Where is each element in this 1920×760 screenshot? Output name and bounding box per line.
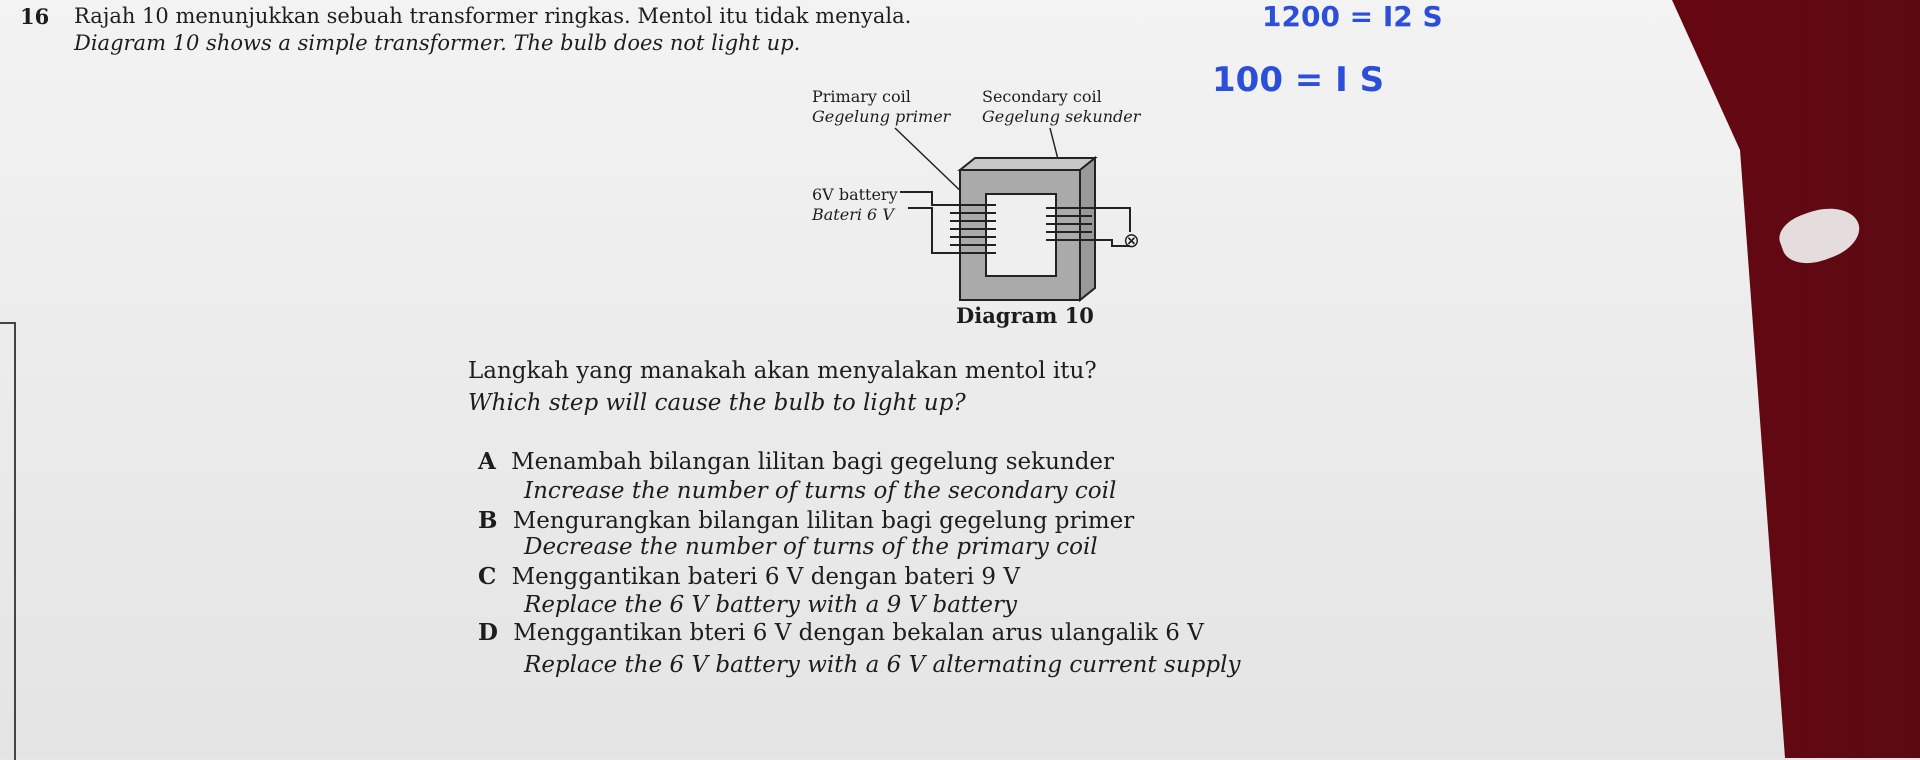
option-text-malay: Menambah bilangan lilitan bagi gegelung sekunder bbox=[511, 449, 1115, 475]
primary-circuit-wire bbox=[915, 192, 950, 253]
battery-label-malay: Bateri 6 V bbox=[812, 205, 894, 224]
option-c-english: Replace the 6 V battery with a 9 V battery bbox=[524, 592, 1018, 618]
option-a-english: Increase the number of turns of the secondary coil bbox=[524, 478, 1117, 504]
option-text-malay: Menggantikan bteri 6 V dengan bekalan arus ulangalik 6 V bbox=[513, 620, 1204, 646]
option-letter: A bbox=[478, 448, 496, 475]
option-letter: B bbox=[478, 507, 498, 534]
option-d-english: Replace the 6 V battery with a 6 V alternating current supply bbox=[524, 652, 1241, 678]
option-text-malay: Menggantikan bateri 6 V dengan bateri 9 V bbox=[511, 564, 1020, 590]
bulb-symbol: ⊗ bbox=[1123, 228, 1140, 252]
option-d[interactable] bbox=[478, 619, 1204, 646]
primary-coil-label: Primary coil bbox=[812, 87, 911, 106]
primary-coil-label-malay: Gegelung primer bbox=[812, 107, 951, 126]
option-letter: C bbox=[478, 563, 497, 590]
option-a[interactable] bbox=[478, 448, 1114, 475]
page-edge-frame bbox=[0, 322, 16, 760]
question-intro-malay: Rajah 10 menunjukkan sebuah transformer ringkas. Mentol itu tidak menyala. bbox=[74, 4, 912, 28]
option-c[interactable] bbox=[478, 563, 1020, 590]
secondary-coil-label-malay: Gegelung sekunder bbox=[982, 107, 1141, 126]
handwritten-note-2: 100 = I S bbox=[1212, 60, 1385, 100]
question-stem-malay: Langkah yang manakah akan menyalakan mentol itu? bbox=[468, 358, 1097, 384]
option-b-english: Decrease the number of turns of the primary coil bbox=[524, 534, 1098, 560]
battery-symbol bbox=[900, 192, 930, 208]
diagram-caption: Diagram 10 bbox=[956, 303, 1094, 328]
question-number: 16 bbox=[20, 4, 50, 29]
option-letter: D bbox=[478, 619, 498, 646]
question-intro-english: Diagram 10 shows a simple transformer. The bulb does not light up. bbox=[74, 31, 801, 55]
secondary-coil-label: Secondary coil bbox=[982, 87, 1102, 106]
handwritten-note-1: 1200 = I2 S bbox=[1262, 0, 1443, 33]
primary-coil bbox=[950, 205, 996, 253]
question-stem-english: Which step will cause the bulb to light up? bbox=[468, 390, 966, 416]
option-text-malay: Mengurangkan bilangan lilitan bagi gegelung primer bbox=[512, 508, 1135, 534]
battery-label: 6V battery bbox=[812, 185, 898, 204]
option-b[interactable] bbox=[478, 507, 1134, 534]
transformer-diagram bbox=[800, 80, 1220, 310]
